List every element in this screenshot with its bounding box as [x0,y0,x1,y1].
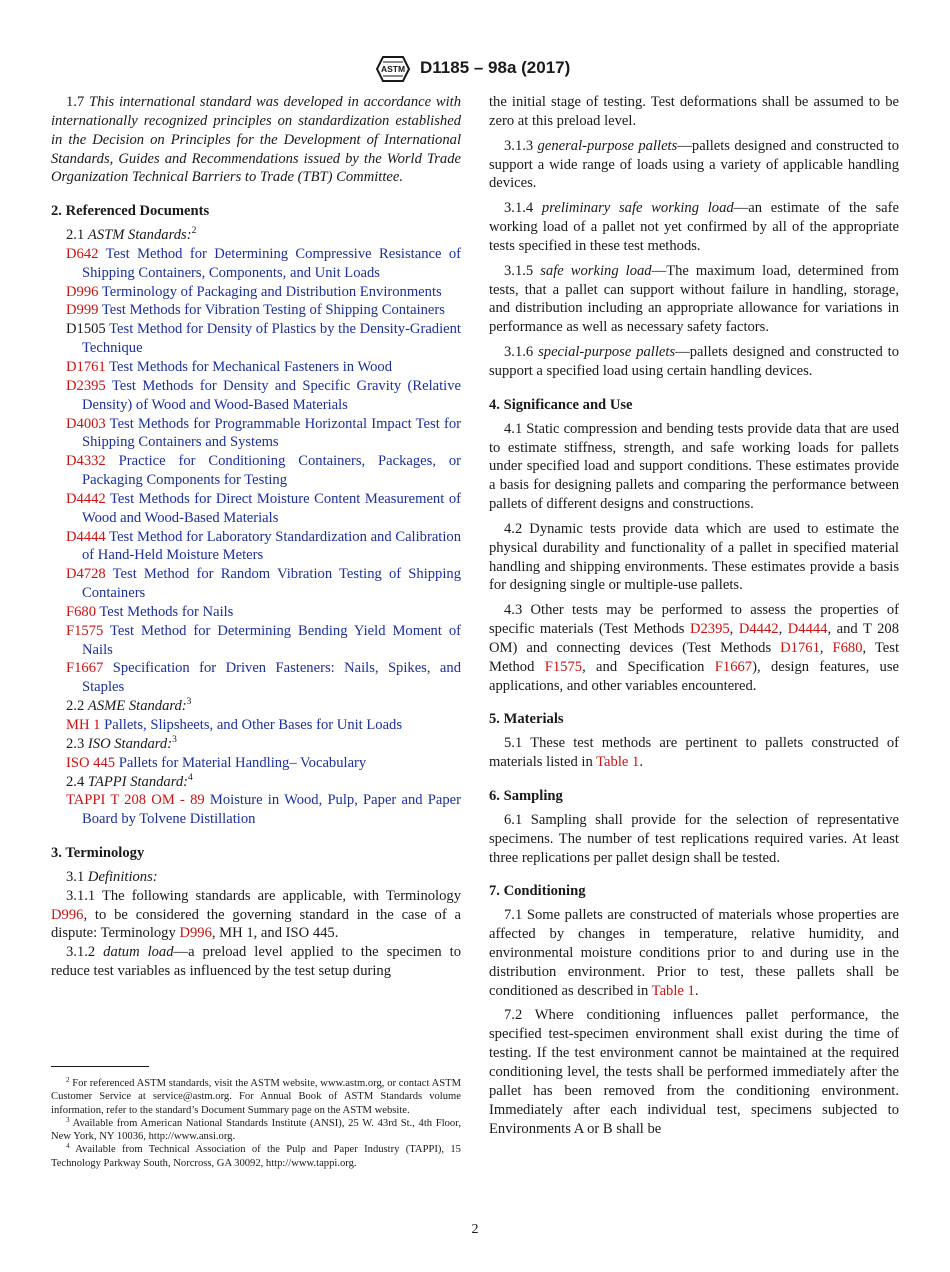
heading-significance-and-use: 4. Significance and Use [489,396,633,413]
ref-d1505[interactable]: D1505 Test Method for Density of Plastics by the Density-Gradient Technique [66,321,461,357]
section-1-7: 1.7 This international standard was developed in accordance with internationally recognized principles on standardization established in the Decision on Principles for the Development of International Standards, Guides and Recommendations issued by the World Trade Organization Technical Barriers to Trade (TBT) Committee. [51,94,462,186]
section-3-1-3: 3.1.3 general-purpose pallets—pallets designed and constructed to support a wide range of loads using a variety of applicable handling devices. [489,137,899,192]
ref-d4728[interactable]: D4728 Test Method for Random Vibration Testing of Shipping Containers [66,566,461,602]
section-3-1-5: 3.1.5 safe working load—The maximum load, determined from tests, that a pallet can support without failure in handling, storage, and distribution including an appropriate allowance for variations in performance as well as necessary safety factors. [489,262,900,336]
section-3-1: 3.1 Definitions: [66,868,158,885]
link-f680[interactable]: F680 [832,639,863,656]
link-f1667[interactable]: F1667 [714,658,753,675]
link-d996[interactable]: D996 [51,906,84,923]
section-3-1-6: 3.1.6 special-purpose pallets—pallets designed and constructed to support a specified load using certain handling devices. [489,344,899,379]
section-2-4: 2.4 TAPPI Standard:$^4$ [66,772,193,790]
section-3-1-1: 3.1.1 The following standards are applicable, with Terminology D996, to be considered the governing standard in the case of a dispute: Terminology D996, MH 1, and ISO 445. [51,887,462,942]
link-d2395[interactable]: D2395 [689,621,730,638]
ref-d2395[interactable]: D2395 Test Methods for Density and Specific Gravity (Relative Density) of Wood and Wood-Based Materials [66,377,461,413]
section-3-1-2-continued: the initial stage of testing. Test deformations shall be assumed to be zero at this preload level. [489,94,899,129]
link-table-1[interactable]: Table 1 [596,754,640,771]
ref-f1575[interactable]: F1575 Test Method for Determining Bending Yield Moment of Nails [66,622,461,658]
right-column [489,93,899,1138]
section-7-2: 7.2 Where conditioning influences pallet performance, the specified test-specimen environment shall exist during the time of testing. If the test environment cannot be maintained at the required conditioning level, the tests shall be performed immediately after the pallet has been removed from the conditioning environment. Immediately after each individual test, specimens subjected to Environments A or B shall be [489,1007,899,1137]
footnote-divider [51,1066,149,1067]
section-6-1: 6.1 Sampling shall provide for the selection of representative specimens. The number of test replications required varies. At least three replications per pallet design shall be tested. [489,811,899,866]
section-3-1-4: 3.1.4 preliminary safe working load—an estimate of the safe working load of a pallet not yet confirmed by all of the appropriate tests specified in these test methods. [489,200,899,254]
footnote-4: $^4$ Available from Technical Association of the Pulp and Paper Industry (TAPPI), 15 Technology Parkway South, Norcross, GA 30092, http://www.tappi.org. [51,1142,461,1169]
ref-mh1[interactable]: MH 1 Pallets, Slipsheets, and Other Bases for Unit Loads [66,717,403,733]
ref-d999[interactable]: D999 Test Methods for Vibration Testing of Shipping Containers [66,302,445,319]
link-d4442[interactable]: D4442 [738,621,779,638]
section-4-3: 4.3 Other tests may be performed to assess the properties of specific materials (Test Methods D2395, D4442, D4444, and T 208 OM) and connecting devices (Test Methods D1761, F680, Test Method F1575, and Specification F1667), design features, use applications, and other variables encountered. [489,602,900,694]
footnotes [51,1066,461,1170]
page-header [0,52,950,86]
astm-logo-text: ASTM [380,64,406,74]
heading-referenced-documents: 2. Referenced Documents [51,203,210,220]
heading-sampling: 6. Sampling [489,788,563,804]
footnote-3: $^3$ Available from American National Standards Institute (ANSI), 25 W. 43rd St., 4th Floor, New York, NY 10036, http://www.ansi.org. [51,1115,461,1143]
section-4-1: 4.1 Static compression and bending tests provide data that are used to estimate stiffness, strength, and safe working loads for pallets under specified load and support conditions. These estimates provide a basis for designing pallets and comparing the performance between pallets of different designs and constructions. [489,420,899,513]
ref-tappi[interactable]: TAPPI T 208 OM - 89 Moisture in Wood, Pulp, Paper and Paper Board by Tolvene Distillation [66,792,462,828]
heading-materials: 5. Materials [489,711,564,728]
document-designation: D1185 – 98a (2017) [420,58,571,77]
section-2-1: 2.1 ASTM Standards:$^2$ [66,226,197,244]
ref-d1761[interactable]: D1761 Test Methods for Mechanical Fasteners in Wood [66,358,392,375]
heading-terminology: 3. Terminology [51,845,145,862]
astm-reference-list [51,245,461,697]
footnote-2: $^2$ For referenced ASTM standards, visit the ASTM website, www.astm.org, or contact ASTM Customer Service at service@astm.org. For Annual Book of ASTM Standards volume information, refer to the standard’s Document Summary page on the ASTM website. [51,1076,461,1116]
section-2-2: 2.2 ASME Standard:$^3$ [66,697,192,715]
link-d996[interactable]: D996 [179,925,212,942]
ref-d4332[interactable]: D4332 Practice for Conditioning Containers, Packages, or Packaging Components for Testing [66,453,461,489]
section-4-2: 4.2 Dynamic tests provide data which are used to estimate the physical durability and functionality of a pallet in specified material handling and shipping environments. These estimates provide a basis for designing single or multiple-use pallets. [489,520,899,594]
section-2-3: 2.3 ISO Standard:$^3$ [66,734,177,752]
ref-d4003[interactable]: D4003 Test Methods for Programmable Horizontal Impact Test for Shipping Containers and Systems [66,415,461,451]
ref-d996[interactable]: D996 Terminology of Packaging and Distribution Environments [66,283,442,300]
ref-d642[interactable]: D642 Test Method for Determining Compressive Resistance of Shipping Containers, Components, and Unit Loads [66,245,461,281]
left-column [51,93,461,981]
section-7-1: 7.1 Some pallets are constructed of materials whose properties are affected by changes in temperature, relative humidity, and environmental moisture conditions prior to and during use in the distribution environment. Prior to test, these pallets shall be conditioned as described in Table 1. [489,907,899,999]
section-5-1: 5.1 These test methods are pertinent to pallets constructed of materials listed in Table 1. [489,735,899,771]
link-d1761[interactable]: D1761 [780,639,820,656]
astm-logo [374,52,412,86]
heading-conditioning: 7. Conditioning [489,883,586,900]
page-number: 2 [471,1222,479,1237]
ref-f680[interactable]: F680 Test Methods for Nails [66,603,234,620]
ref-f1667[interactable]: F1667 Specification for Driven Fasteners: Nails, Spikes, and Staples [66,660,461,696]
link-f1575[interactable]: F1575 [544,658,583,675]
ref-iso445[interactable]: ISO 445 Pallets for Material Handling– Vocabulary [66,754,367,771]
link-d4444[interactable]: D4444 [787,621,828,638]
ref-d4444[interactable]: D4444 Test Method for Laboratory Standardization and Calibration of Hand-Held Moisture Meters [66,528,462,564]
link-table-1[interactable]: Table 1 [651,982,695,999]
section-3-1-2: 3.1.2 datum load—a preload level applied to the specimen to reduce test variables as influenced by the test setup during [51,944,461,980]
ref-d4442[interactable]: D4442 Test Methods for Direct Moisture Content Measurement of Wood and Wood-Based Materials [66,490,461,526]
